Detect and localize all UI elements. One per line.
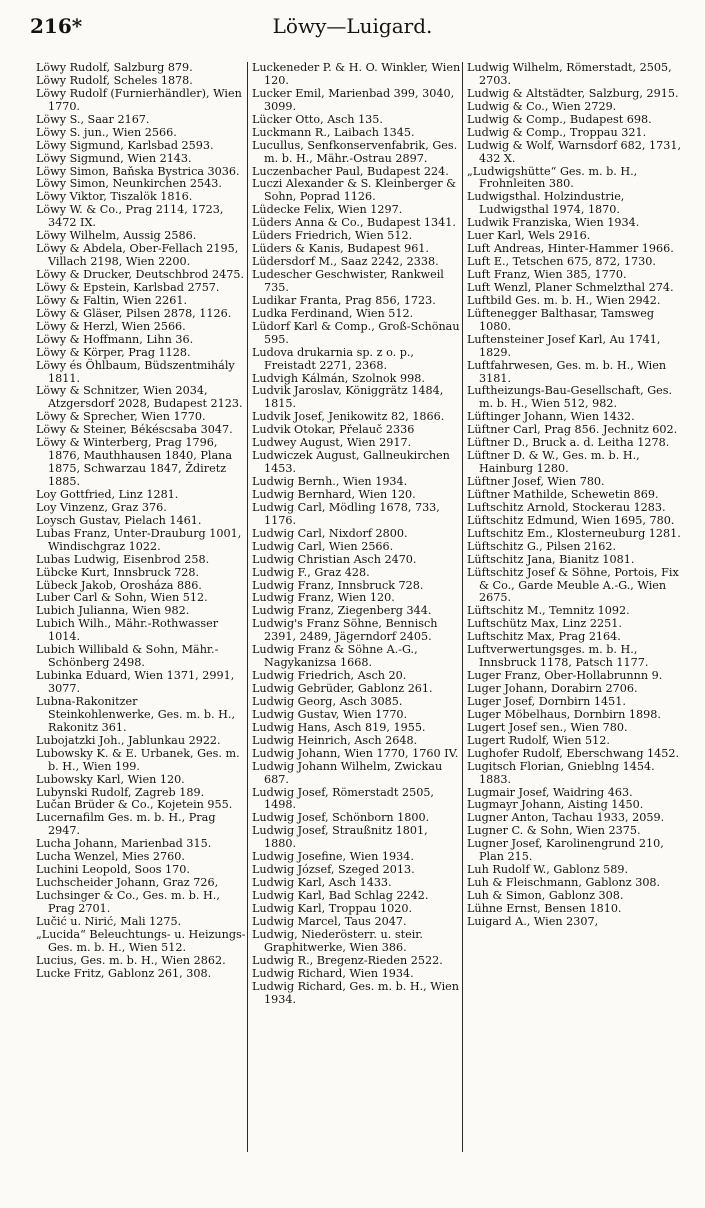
directory-entry: Lubinka Eduard, Wien 1371, 2991, 3077. <box>36 669 235 695</box>
page-number: 216* <box>30 14 83 38</box>
directory-entry: Lucullus, Senfkonservenfabrik, Ges. m. b. H., Mähr.-Ostrau 2897. <box>252 138 458 165</box>
directory-entry: Lucha Johann, Marienbad 315. <box>36 837 212 851</box>
directory-entry: Lüftner D. & W., Ges. m. b. H., Hainburg 1280. <box>467 449 640 476</box>
directory-entry: Ludwig Josefine, Wien 1934. <box>252 850 414 864</box>
directory-entry: „Ludwigshütte“ Ges. m. b. H., Frohnleiten 380. <box>467 164 638 191</box>
directory-entry: Lüftschitz G., Pilsen 2162. <box>467 539 617 553</box>
directory-entry: Ludwig's Franz Söhne, Bennisch 2391, 2489, Jägerndorf 2405. <box>252 617 438 644</box>
directory-entry: Loy Vinzenz, Graz 376. <box>36 500 167 514</box>
page-header <box>30 14 675 44</box>
directory-entry: Lucke Fritz, Gablonz 261, 308. <box>36 966 212 980</box>
directory-entry: Ludwig Richard, Ges. m. b. H., Wien 1934. <box>252 979 459 1006</box>
directory-entry: Ludwig & Altstädter, Salzburg, 2915. <box>467 86 679 100</box>
directory-entry: Ludwig Johann Wilhelm, Zwickau 687. <box>252 759 443 786</box>
directory-entry: Ludwig R., Bregenz-Rieden 2522. <box>252 953 443 967</box>
directory-entry: Luh & Fleischmann, Gablonz 308. <box>467 876 661 890</box>
directory-entry: Luftschitz Arnold, Stockerau 1283. <box>467 500 666 514</box>
directory-entry: Ludwey August, Wien 2917. <box>252 436 412 450</box>
directory-entry: Löwy Rudolf (Furnierhändler), Wien 1770. <box>36 86 242 113</box>
directory-entry: Löwy Sigmund, Wien 2143. <box>36 151 192 165</box>
directory-entry: Ludwig Gebrüder, Gablonz 261. <box>252 682 433 695</box>
column-divider <box>462 62 463 1152</box>
directory-entry: Löwy & Steiner, Békéscsaba 3047. <box>36 423 233 437</box>
directory-entry: Löwy & Herzl, Wien 2566. <box>36 319 186 333</box>
directory-entry: Löwy Simon, Baňska Bystrica 3036. <box>36 164 240 178</box>
directory-entry: Ludka Ferdinand, Wien 512. <box>252 306 414 320</box>
directory-entry: Lüftschitz Jana, Bianitz 1081. <box>467 552 635 566</box>
directory-entry: Loysch Gustav, Pielach 1461. <box>36 513 202 527</box>
directory-entry: Lucius, Ges. m. b. H., Wien 2862. <box>36 953 226 967</box>
directory-entry: „Lucida“ Beleuchtungs- u. Heizungs-Ges. m. b. H., Wien 512. <box>36 927 246 954</box>
directory-entry: Ludwig & Comp., Troppau 321. <box>467 125 647 139</box>
directory-entry: Ludwig Carl, Nixdorf 2800. <box>252 526 408 540</box>
directory-entry: Lugmayr Johann, Aisting 1450. <box>467 798 644 812</box>
directory-entry: Ludwig Wilhelm, Römerstadt, 2505, 2703. <box>467 62 672 87</box>
directory-entry: Löwy és Öhlbaum, Büdszentmihály 1811. <box>36 358 235 385</box>
directory-entry: Lübcke Kurt, Innsbruck 728. <box>36 565 200 579</box>
directory-entry: Ludova drukarnia sp. z o. p., Freistadt 2271, 2368. <box>252 345 414 372</box>
directory-entry: Löwy Sigmund, Karlsbad 2593. <box>36 138 214 152</box>
directory-entry: Luczi Alexander & S. Kleinberger & Sohn, Poprad 1126. <box>252 177 457 204</box>
directory-entry: Ludwig & Co., Wien 2729. <box>467 99 617 113</box>
directory-entry: Lubich Wilh., Mähr.-Rothwasser 1014. <box>36 617 219 644</box>
directory-entry: Ludwig Josef, Römerstadt 2505, 1498. <box>252 785 434 812</box>
directory-entry: Lübeck Jakob, Orosháza 886. <box>36 578 202 592</box>
directory-entry: Lücker Otto, Asch 135. <box>252 112 383 126</box>
column-3 <box>467 62 687 1202</box>
directory-entry: Ludwig Christian Asch 2470. <box>252 552 417 566</box>
directory-entry: Ludwig Georg, Asch 3085. <box>252 694 403 708</box>
directory-entry: Luchsinger & Co., Ges. m. b. H., Prag 2701. <box>36 889 220 915</box>
directory-entry: Ludwig Marcel, Taus 2047. <box>252 914 407 928</box>
directory-entry: Luftfahrwesen, Ges. m. b. H., Wien 3181. <box>467 358 667 385</box>
directory-entry: Ludwig Hans, Asch 819, 1955. <box>252 720 426 734</box>
directory-entry: Luber Carl & Sohn, Wien 512. <box>36 591 208 605</box>
directory-entry: Ludwig Carl, Wien 2566. <box>252 539 394 553</box>
directory-entry: Löwy Simon, Neunkirchen 2543. <box>36 177 222 191</box>
column-1 <box>36 62 246 1202</box>
directory-entry: Lüftschitz M., Temnitz 1092. <box>467 604 630 618</box>
directory-entry: Luchscheider Johann, Graz 726, <box>36 876 219 890</box>
directory-entry: Ludwig F., Graz 428. <box>252 565 370 579</box>
directory-entry: Luftensteiner Josef Karl, Au 1741, 1829. <box>467 332 661 359</box>
directory-entry: Ludwig Carl, Mödling 1678, 733, 1176. <box>252 500 440 527</box>
directory-entry: Löwy & Winterberg, Prag 1796, 1876, Mauthhausen 1840, Plana 1875, Schwarzau 1847, Ždiretz 1885. <box>36 436 233 488</box>
directory-entry: Lucker Emil, Marienbad 399, 3040, 3099. <box>252 86 455 113</box>
directory-entry: Ludwig Richard, Wien 1934. <box>252 966 414 980</box>
directory-entry: Luger Josef, Dornbirn 1451. <box>467 694 626 708</box>
directory-entry: Löwy & Drucker, Deutschbrod 2475. <box>36 268 245 281</box>
directory-entry: Luft E., Tetschen 675, 872, 1730. <box>467 255 656 269</box>
directory-entry: Luer Karl, Wels 2916. <box>467 229 591 243</box>
directory-entry: Ludwig József, Szeged 2013. <box>252 863 415 877</box>
directory-entry: Lučan Brüder & Co., Kojetein 955. <box>36 798 233 812</box>
directory-entry: Lubojatzki Joh., Jablunkau 2922. <box>36 733 221 747</box>
directory-entry: Luckeneder P. & H. O. Winkler, Wien 120. <box>252 62 461 87</box>
directory-entry: Ludvik Jaroslav, Königgrätz 1484, 1815. <box>252 384 444 411</box>
directory-entry: Ludwik Franziska, Wien 1934. <box>467 216 640 230</box>
directory-entry: Ludvik Josef, Jenikowitz 82, 1866. <box>252 410 445 424</box>
directory-entry: Ludwig Bernh., Wien 1934. <box>252 475 408 488</box>
directory-entry: Lucernafilm Ges. m. b. H., Prag 2947. <box>36 811 216 838</box>
directory-entry: Ludwig Johann, Wien 1770, 1760 IV. <box>252 746 459 760</box>
directory-entry: Löwy S. jun., Wien 2566. <box>36 125 177 139</box>
directory-entry: Lüftinger Johann, Wien 1432. <box>467 410 635 424</box>
directory-entry: Ludvik Otokar, Přelauč 2336 <box>252 423 415 437</box>
directory-entry: Löwy & Abdela, Ober-Fellach 2195, Villach 2198, Wien 2200. <box>36 242 239 269</box>
directory-entry: Lugert Josef sen., Wien 780. <box>467 720 628 734</box>
directory-entry: Ludwig Franz, Wien 120. <box>252 591 395 605</box>
directory-entry: Lüders Friedrich, Wien 512. <box>252 229 413 243</box>
directory-entry: Luftschitz Em., Klosterneuburg 1281. <box>467 526 681 540</box>
directory-entry: Ludwig Karl, Troppau 1020. <box>252 901 413 915</box>
directory-entry: Lüftner D., Bruck a. d. Leitha 1278. <box>467 436 670 450</box>
directory-entry: Lugert Rudolf, Wien 512. <box>467 733 610 747</box>
directory-entry: Lubna-Rakonitzer Steinkohlenwerke, Ges. m. b. H., Rakonitz 361. <box>36 694 236 734</box>
directory-entry: Ludwig Friedrich, Asch 20. <box>252 669 407 683</box>
directory-entry: Ludikar Franta, Prag 856, 1723. <box>252 293 436 307</box>
directory-entry: Lüftschitz Edmund, Wien 1695, 780. <box>467 513 675 527</box>
directory-entry: Lüdecke Felix, Wien 1297. <box>252 203 403 217</box>
column-2 <box>252 62 462 1202</box>
directory-entry: Luger Johann, Dorabirn 2706. <box>467 682 638 695</box>
directory-entry: Ludescher Geschwister, Rankweil 735. <box>252 268 444 294</box>
directory-entry: Löwy W. & Co., Prag 2114, 1723, 3472 IX. <box>36 203 224 230</box>
directory-entry: Lühne Ernst, Bensen 1810. <box>467 901 622 915</box>
directory-entry: Ludwig Josef, Straußnitz 1801, 1880. <box>252 824 428 851</box>
directory-entry: Ludwig Franz & Söhne A.-G., Nagykanizsa 1668. <box>252 643 418 670</box>
directory-entry: Luft Wenzl, Planer Schmelzthal 274. <box>467 280 674 294</box>
directory-entry: Lugner Josef, Karolinengrund 210, Plan 215. <box>467 837 664 864</box>
directory-entry: Luger Franz, Ober-Hollabrunnn 9. <box>467 669 663 683</box>
directory-entry: Lubich Julianna, Wien 982. <box>36 604 190 618</box>
directory-entry: Luh & Simon, Gablonz 308. <box>467 889 624 902</box>
directory-entry: Ludwig Gustav, Wien 1770. <box>252 707 408 721</box>
directory-entry: Luger Möbelhaus, Dornbirn 1898. <box>467 707 661 721</box>
directory-entry: Lugmair Josef, Waidring 463. <box>467 785 633 799</box>
directory-entry: Luftschitz Max, Prag 2164. <box>467 630 621 644</box>
directory-entry: Lüftenegger Balthasar, Tamsweg 1080. <box>467 306 655 333</box>
directory-entry: Luftverwertungsges. m. b. H., Innsbruck 1178, Patsch 1177. <box>467 643 649 670</box>
directory-entry: Löwy Wilhelm, Aussig 2586. <box>36 229 197 243</box>
directory-entry: Löwy & Faltin, Wien 2261. <box>36 293 188 307</box>
directory-entry: Lucha Wenzel, Mies 2760. <box>36 850 185 864</box>
directory-entry: Lubowsky Karl, Wien 120. <box>36 772 185 786</box>
directory-entry: Lubich Willibald & Sohn, Mähr.-Schönberg 2498. <box>36 643 219 670</box>
directory-entry: Lüftschitz Josef & Söhne, Portois, Fix & Co., Garde Meuble A.-G., Wien 2675. <box>467 565 679 605</box>
directory-entry: Lüftner Josef, Wien 780. <box>467 475 605 488</box>
directory-entry: Lüders & Kanis, Budapest 961. <box>252 242 429 256</box>
directory-entry: Ludvigh Kálmán, Szolnok 998. <box>252 371 425 385</box>
directory-entry: Ludwig Karl, Asch 1433. <box>252 876 392 890</box>
directory-entry: Lugner C. & Sohn, Wien 2375. <box>467 824 641 838</box>
directory-entry: Loy Gottfried, Linz 1281. <box>36 487 179 501</box>
directory-entry: Luchini Leopold, Soos 170. <box>36 863 190 877</box>
directory-entry: Löwy & Gläser, Pilsen 2878, 1126. <box>36 306 232 320</box>
page-title: Löwy—Luigard. <box>272 14 433 38</box>
directory-entry: Luh Rudolf W., Gablonz 589. <box>467 863 629 877</box>
directory-entry: Luft Andreas, Hinter-Hammer 1966. <box>467 242 674 256</box>
directory-entry: Löwy S., Saar 2167. <box>36 112 150 126</box>
directory-entry: Ludwigsthal. Holzindustrie, Ludwigsthal 1974, 1870. <box>467 190 625 217</box>
directory-entry: Ludwig Heinrich, Asch 2648. <box>252 733 418 747</box>
directory-entry: Löwy Rudolf, Scheles 1878. <box>36 73 193 87</box>
directory-entry: Luft Franz, Wien 385, 1770. <box>467 268 627 281</box>
directory-entry: Luckmann R., Laibach 1345. <box>252 125 415 139</box>
directory-entry: Lüdorf Karl & Comp., Groß-Schönau 595. <box>252 319 460 346</box>
directory-entry: Ludwiczek August, Gallneukirchen 1453. <box>252 449 450 476</box>
directory-entry: Lüftner Mathilde, Schewetin 869. <box>467 487 659 501</box>
directory-entry: Ludwig Franz, Innsbruck 728. <box>252 578 424 592</box>
directory-entry: Löwy Rudolf, Salzburg 879. <box>36 62 193 74</box>
directory-entry: Lughofer Rudolf, Eberschwang 1452. <box>467 746 680 760</box>
directory-entry: Löwy & Hoffmann, Lihn 36. <box>36 332 194 346</box>
directory-entry: Ludwig Franz, Ziegenberg 344. <box>252 604 432 618</box>
directory-entry: Löwy & Sprecher, Wien 1770. <box>36 410 206 424</box>
directory-entry: Luczenbacher Paul, Budapest 224. <box>252 164 449 178</box>
directory-entry: Lubynski Rudolf, Zagreb 189. <box>36 785 205 799</box>
directory-entry: Lugitsch Florian, Gnieblng 1454. 1883. <box>467 759 655 786</box>
directory-entry: Löwy & Epstein, Karlsbad 2757. <box>36 280 220 294</box>
directory-entry: Lučić u. Nirić, Mali 1275. <box>36 914 182 928</box>
directory-entry: Lubowsky K. & E. Urbanek, Ges. m. b. H., Wien 199. <box>36 746 240 773</box>
directory-entry: Lugner Anton, Tachau 1933, 2059. <box>467 811 665 825</box>
directory-entry: Ludwig & Comp., Budapest 698. <box>467 112 652 126</box>
directory-entry: Ludwig Bernhard, Wien 120. <box>252 487 416 501</box>
directory-entry: Luftheizungs-Bau-Gesellschaft, Ges. m. b. H., Wien 512, 982. <box>467 384 673 411</box>
directory-entry: Löwy & Schnitzer, Wien 2034, Atzgersdorf 2028, Budapest 2123. <box>36 384 243 411</box>
directory-entry: Luftschütz Max, Linz 2251. <box>467 617 622 631</box>
directory-entry: Lüftner Carl, Prag 856. Jechnitz 602. <box>467 423 678 437</box>
directory-entry: Luigard A., Wien 2307, <box>467 914 599 928</box>
directory-entry: Luftbild Ges. m. b. H., Wien 2942. <box>467 293 661 307</box>
directory-entry: Lüdersdorf M., Saaz 2242, 2338. <box>252 255 439 269</box>
directory-entry: Lubas Franz, Unter-Drauburg 1001, Windischgraz 1022. <box>36 526 242 553</box>
directory-entry: Ludwig & Wolf, Warnsdorf 682, 1731, 432 X. <box>467 138 682 165</box>
directory-entry: Ludwig, Niederösterr. u. steir. Graphitwerke, Wien 386. <box>252 927 423 954</box>
directory-entry: Ludwig Josef, Schönborn 1800. <box>252 811 430 825</box>
directory-entry: Lüders Anna & Co., Budapest 1341. <box>252 216 456 230</box>
column-divider <box>247 62 248 1152</box>
directory-entry: Ludwig Karl, Bad Schlag 2242. <box>252 889 429 902</box>
directory-entry: Löwy & Körper, Prag 1128. <box>36 345 191 359</box>
directory-entry: Löwy Viktor, Tiszalök 1816. <box>36 190 193 204</box>
directory-entry: Lubas Ludwig, Eisenbrod 258. <box>36 552 210 566</box>
